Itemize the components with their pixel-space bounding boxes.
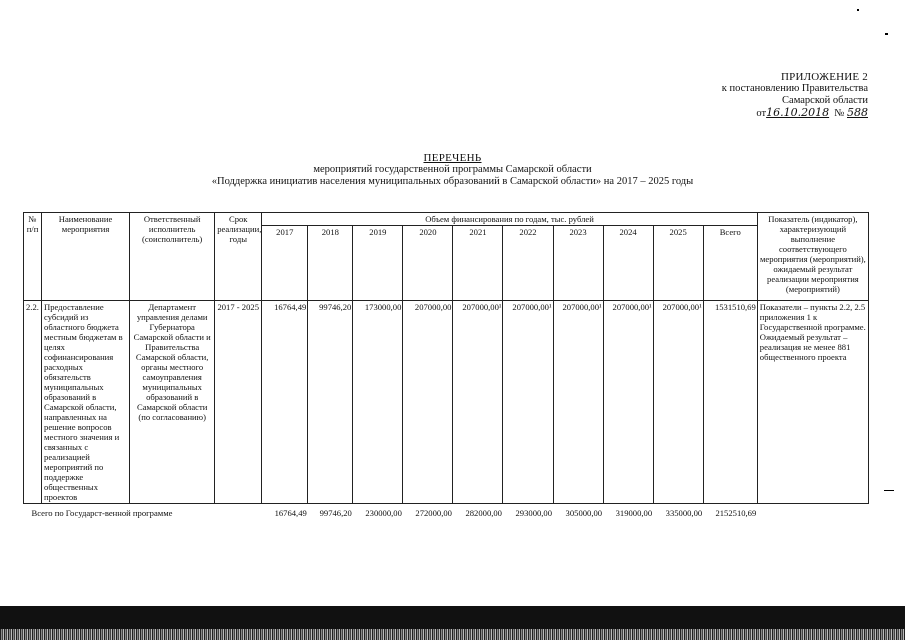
- header-year: 2019: [353, 226, 403, 301]
- number-prefix: №: [834, 108, 845, 119]
- header-executor: Ответственный исполнитель (соисполнитель): [130, 213, 215, 301]
- date-prefix: от: [756, 108, 767, 119]
- header-year: 2021: [453, 226, 503, 301]
- handwritten-number: 588: [847, 106, 868, 119]
- header-total: Всего: [703, 226, 757, 301]
- activities-table: [23, 212, 869, 519]
- total-value: 305000,00: [565, 508, 603, 518]
- total-row: [24, 504, 869, 520]
- header-financing: Объем финансирования по годам, тыс. рублей: [262, 213, 758, 226]
- table-row: [24, 301, 869, 504]
- appendix-line-decree: к постановлению Правительства: [721, 83, 868, 94]
- total-value: 293000,00: [515, 508, 553, 518]
- total-value: 335000,00: [665, 508, 703, 518]
- row-name: Предоставление субсидий из областного бюджета местным бюджетам в целях софинансирования расходных обязательств муниципальных образований в Самарской области, направленных на решение вопросов местного значения и связанных с реализацией мероприятий по поддержке общественных проектов: [42, 301, 130, 504]
- header-year: 2023: [553, 226, 603, 301]
- handwritten-date: 16.10.2018: [766, 106, 830, 119]
- row-indicator: Показатели – пункты 2.2, 2.5 приложения 1 к Государственной программе. Ожидаемый результат – реализация не менее 881 общественного проекта: [757, 301, 868, 504]
- appendix-block: [722, 71, 868, 120]
- appendix-date-line: [722, 107, 868, 120]
- document-subtitle: мероприятий государственной программы Самарской области: [313, 164, 592, 175]
- header-num: № п/п: [24, 213, 42, 301]
- row-period: 2017 - 2025: [215, 301, 262, 504]
- row-total: 1531510,69: [703, 301, 757, 504]
- total-value: 99746,20: [319, 508, 352, 518]
- header-name: Наименование мероприятия: [42, 213, 130, 301]
- header-indicator: Показатель (индикатор), характеризующий выполнение соответствующего мероприятия (мероприятий), ожидаемый результат реализации мероприятия (мероприятий): [757, 213, 868, 301]
- header-row-1: [24, 213, 869, 226]
- total-value: 272000,00: [415, 508, 452, 518]
- total-label: Всего по Государст-венной программе: [31, 508, 173, 518]
- row-value: 207000,00: [403, 301, 453, 504]
- row-value: 207000,00¹: [453, 301, 503, 504]
- row-value: 207000,00¹: [653, 301, 703, 504]
- header-year: 2025: [653, 226, 703, 301]
- total-grand: 2152510,69: [715, 508, 757, 518]
- appendix-line-region: Самарской области: [782, 95, 868, 106]
- scan-speck: [884, 490, 894, 491]
- scan-black-bar: [0, 606, 905, 629]
- total-value: 16764,49: [274, 508, 307, 518]
- document-heading: [0, 152, 905, 188]
- total-value: 282000,00: [465, 508, 502, 518]
- row-executor: Департамент управления делами Губернатора Самарской области и Правительства Самарской области, органы местного самоуправления муниципальных образований в Самарской области (по согласованию): [130, 301, 215, 504]
- header-year: 2024: [603, 226, 653, 301]
- row-value: 173000,00: [353, 301, 403, 504]
- total-value: 230000,00: [365, 508, 402, 518]
- document-program-name: «Поддержка инициатив населения муниципальных образований в Самарской области» на 2017 – 2025 годы: [211, 176, 694, 187]
- document-title: ПЕРЕЧЕНЬ: [423, 152, 482, 164]
- header-period: Срок реализации, годы: [215, 213, 262, 301]
- row-value: 207000,00¹: [503, 301, 553, 504]
- total-value: 319000,00: [615, 508, 653, 518]
- row-value: 207000,00¹: [603, 301, 653, 504]
- appendix-title: ПРИЛОЖЕНИЕ 2: [781, 71, 868, 83]
- scan-speck: [885, 33, 888, 35]
- header-year: 2022: [503, 226, 553, 301]
- scan-noise: [0, 629, 905, 640]
- scan-speck: [857, 9, 859, 11]
- row-value: 99746,20: [308, 301, 353, 504]
- row-value: 16764,49: [262, 301, 308, 504]
- total-empty: [757, 504, 868, 520]
- header-year: 2020: [403, 226, 453, 301]
- scan-bottom-edge: [0, 606, 905, 640]
- row-value: 207000,00¹: [553, 301, 603, 504]
- header-year: 2017: [262, 226, 308, 301]
- row-num: 2.2.: [24, 301, 42, 504]
- header-year: 2018: [308, 226, 353, 301]
